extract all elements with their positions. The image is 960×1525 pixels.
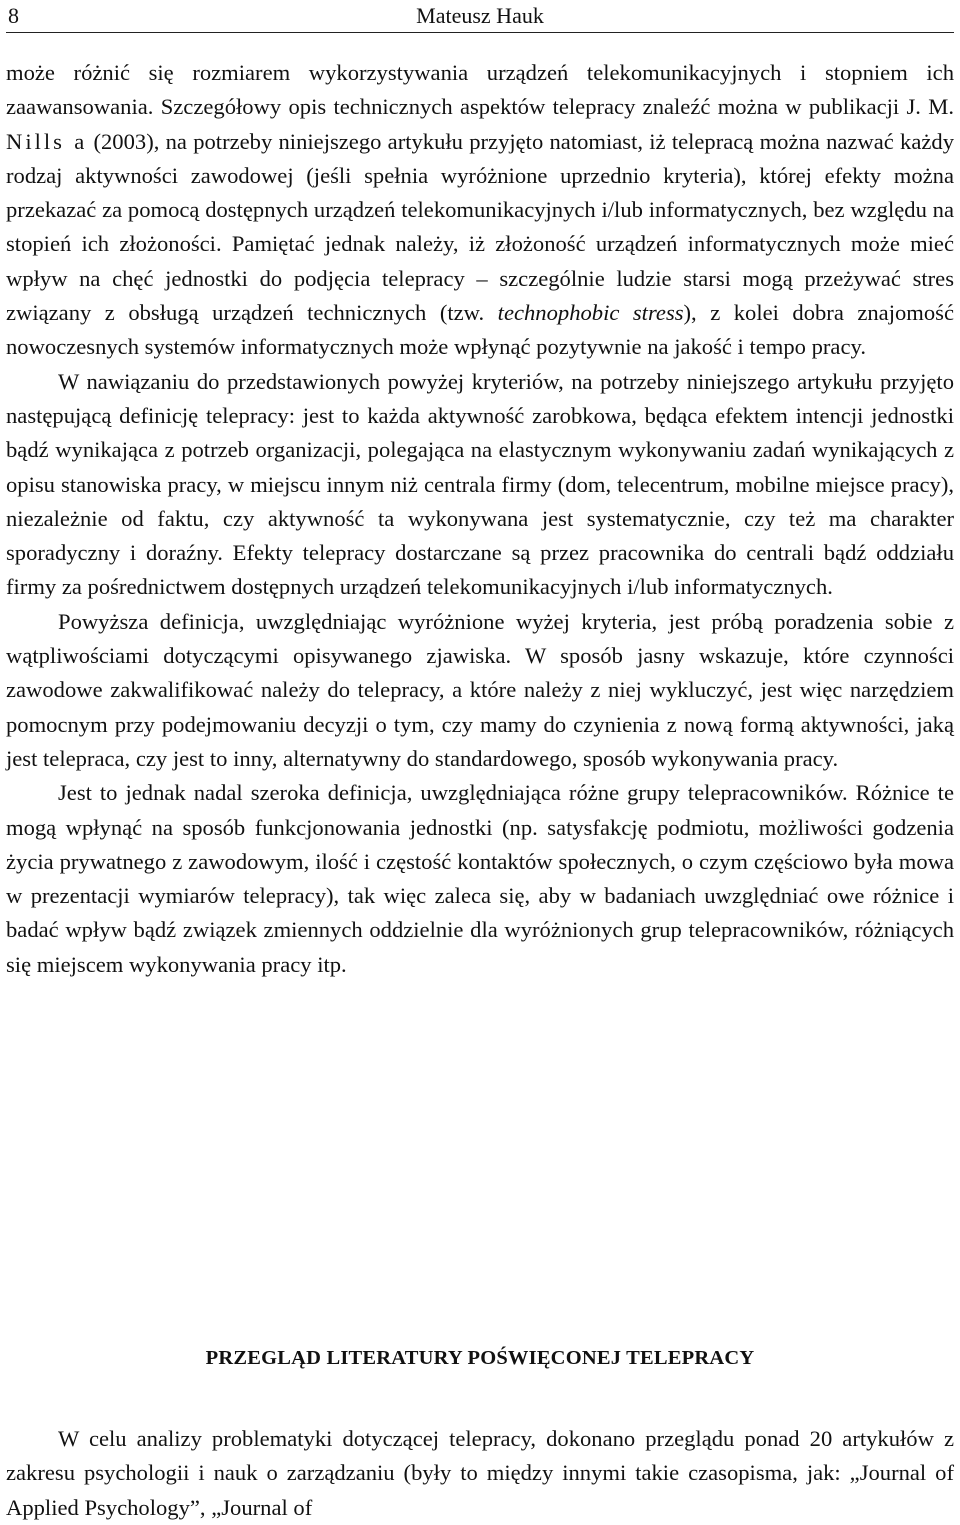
page-header <box>6 2 954 33</box>
section-heading: PRZEGLĄD LITERATURY POŚWIĘCONEJ TELEPRACY <box>205 1347 755 1369</box>
main-text <box>6 56 954 982</box>
paragraph-text: (2003), na potrzeby niniejszego artykułu przyjęto natomiast, iż telepracą można nazwać każdy rodzaj aktywności zawodowej (jeśli spełnia wyróżnione uprzednio kryteria), której efekty można przekazać za pomocą dostępnych urządzeń telekomunikacyjnych i/lub informatycznych, bez względu na stopień ich złożoności. Pamiętać jednak należy, iż złożoność urządzeń informatycznych może mieć wpływ na chęć jednostki do podjęcia telepracy – szczególnie ludzie starsi mogą przeżywać stres związany z obsługą urządzeń technicznych (tzw. <box>6 128 954 326</box>
paragraph-text: może różnić się rozmiarem wykorzystywania urządzeń telekomunikacyjnych i stopniem ich zaawansowania. Szczegółowy opis technicznych aspektów telepracy znaleźć można w publikacji J. M. <box>6 60 954 120</box>
paragraph-literature-review: W celu analizy problematyki dotyczącej telepracy, dokonano przeglądu ponad 20 artykułów z zakresu psychologii i nauk o zarządzaniu (były to między innymi takie czasopisma, jak: „Journal of Applied Psychology”, „Journal of <box>6 1426 954 1520</box>
paragraph-definition: W nawiązaniu do przedstawionych powyżej kryteriów, na potrzeby niniejszego artykułu przyjęto następującą definicję telepracy: jest to każda aktywność zarobkowa, będąca efektem intencji jednostki bądź wynikająca z potrzeb organizacji, polegająca na elastycznym wykonywaniu zadań wynikających z opisu stanowiska pracy, w miejscu innym niż centrala firmy (dom, telecentrum, mobilne miejsce pracy), niezależnie od faktu, czy aktywność ta wykonywana jest systematycznie, czy też ma charakter sporadyczny i doraźny. Efekty telepracy dostarczane są przez pracownika do centrali bądź oddziału firmy za pośrednictwem dostępnych urządzeń telekomunikacyjnych i/lub informatycznych. <box>6 368 954 600</box>
paragraph-continued <box>6 56 954 365</box>
paragraph-discussion: Powyższa definicja, uwzględniając wyróżnione wyżej kryteria, jest próbą poradzenia sobie z wątpliwościami dotyczącymi opisywanego zjawiska. W sposób jasny wskazuje, które czynności zawodowe zakwalifikować należy do telepracy, a które należy z niej wykluczyć, jest więc narzędziem pomocnym przy podejmowaniu decyzji o tym, czy mamy do czynienia z nową formą aktywności, jaką jest telepraca, czy jest to inny, alternatywny do standardowego, sposób wykonywania pracy. <box>6 608 954 771</box>
italic-term: technophobic stress <box>497 300 684 326</box>
paragraph-text: ), z kolei dobra znajomość nowoczesnych systemów informatycznych może wpłynąć pozytywnie na jakość i tempo pracy. <box>6 300 954 360</box>
cited-author: Nills a <box>6 128 88 154</box>
running-head: Mateusz Hauk <box>416 3 544 28</box>
section-text <box>6 1422 954 1525</box>
page-number: 8 <box>8 3 19 28</box>
paragraph-groups: Jest to jednak nadal szeroka definicja, uwzględniająca różne grupy telepracowników. Różnice te mogą wpłynąć na sposób funkcjonowania jednostki (np. satysfakcję podmiotu, możliwości godzenia życia prywatnego z zawodowym, ilość i częstość kontaktów społecznych, o czym częściowo była mowa w prezentacji wymiarów telepracy), tak więc zaleca się, aby w badaniach uwzględniać owe różnice i badać wpływ bądź związek zmiennych oddzielnie dla wyróżnionych grup telepracowników, różniących się miejscem wykonywania pracy itp. <box>6 780 954 977</box>
